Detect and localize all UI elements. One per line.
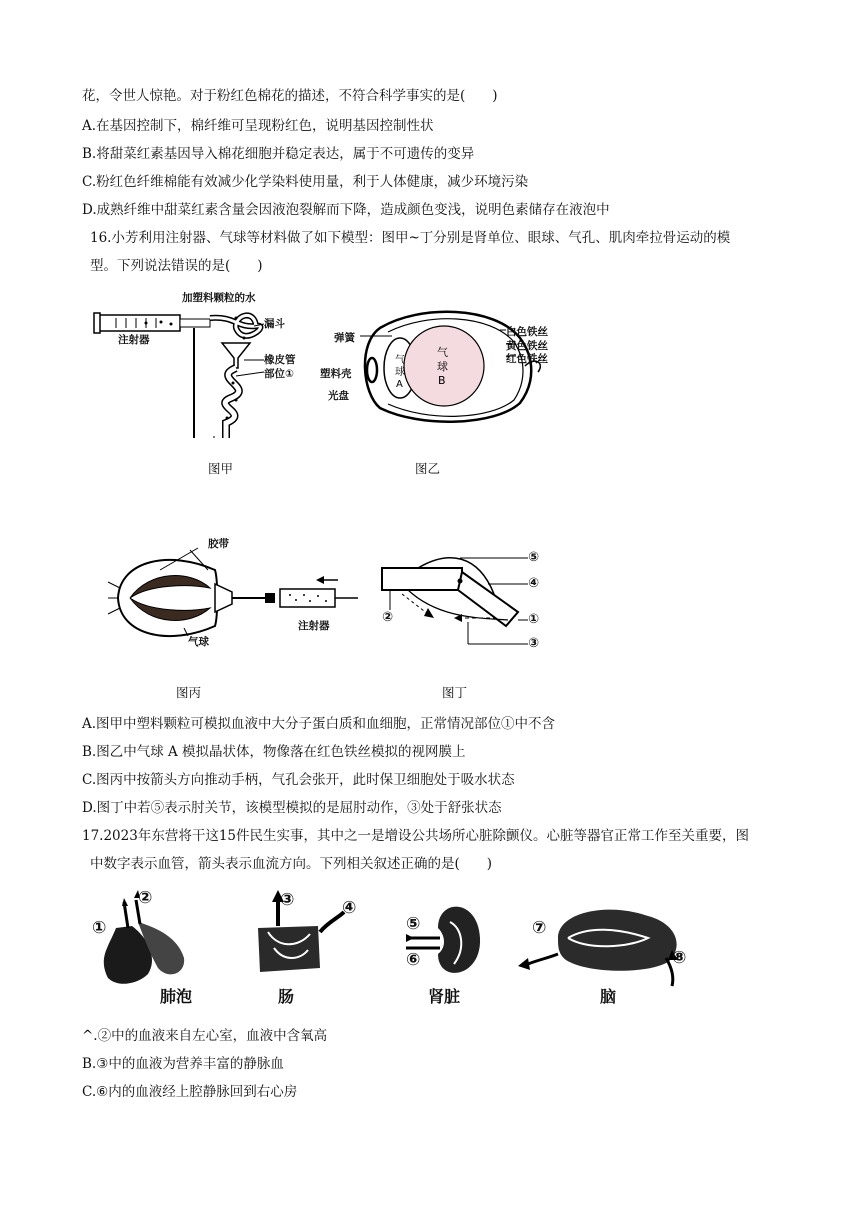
organ-label-brain: 脑 [600, 987, 617, 1006]
svg-text:球: 球 [437, 360, 448, 373]
caption-jia: 图甲 [208, 461, 234, 476]
q16-option-a[interactable]: A.图甲中塑料颗粒可模拟血液中大分子蛋白质和血细胞，正常情况部位①中不含 [82, 716, 556, 732]
vessel-label-7: ⑦ [532, 918, 547, 938]
vessel-label-4: ④ [342, 898, 357, 918]
svg-text:球: 球 [395, 367, 405, 378]
organ-figures [88, 888, 708, 1006]
q15-option-d[interactable]: D.成熟纤维中甜菜红素含量会因液泡裂解而下降，造成颜色变浅，说明色素储存在液泡中 [82, 202, 610, 218]
label-white-wire: 白色铁丝 [506, 326, 548, 338]
q17-option-a[interactable]: ^.②中的血液来自左心室，血液中含氧高 [82, 1028, 328, 1044]
intestine-drawing [258, 890, 344, 972]
q16-stem-line1: 16.小芳利用注射器、气球等材料做了如下模型：图甲~丁分别是肾单位、眼球、气孔、肌肉牵拉骨运动的模 [90, 230, 731, 246]
organ-label-alveoli: 肺泡 [160, 987, 193, 1006]
label-plastic-shell: 塑料壳 [320, 368, 352, 380]
q15-option-a[interactable]: A.在基因控制下，棉纤维可呈现粉红色，说明基因控制性状 [82, 118, 434, 134]
balloon-a-label-1: 气 [395, 355, 405, 366]
figure-bing-drawing [100, 540, 360, 650]
label-yellow-wire: 黄色铁丝 [506, 340, 548, 352]
vessel-label-1: ① [92, 918, 107, 938]
label-red-wire: 红色铁丝 [506, 353, 548, 365]
label-tape: 胶带 [208, 538, 229, 550]
label-plastic-water: 加塑料颗粒的水 [182, 292, 256, 304]
svg-text:A: A [396, 379, 403, 390]
label-funnel: 漏斗 [264, 318, 285, 330]
q17-stem-line2: 中数字表示血管，箭头表示血流方向。下列相关叙述正确的是( ) [90, 856, 493, 872]
figure-ding [378, 548, 558, 658]
vessel-label-6: ⑥ [406, 950, 421, 970]
q17-stem-line1: 17.2023年东营将干这15件民生实事，其中之一是增设公共场所心脏除颤仪。心脏等器官正常工作至关重要，图 [82, 828, 750, 844]
figure-yi [320, 308, 580, 428]
figure-jia [86, 288, 306, 438]
q17-option-c[interactable]: C.⑥内的血液经上腔静脉回到右心房 [82, 1084, 298, 1100]
label-1: ① [528, 612, 540, 627]
vessel-label-5: ⑤ [406, 914, 421, 934]
vessel-label-3: ③ [280, 890, 295, 910]
label-2: ② [382, 610, 394, 625]
q16-option-b[interactable]: B.图乙中气球 A 模拟晶状体，物像落在红色铁丝模拟的视网膜上 [82, 744, 466, 760]
figure-bing [100, 540, 360, 650]
caption-ding: 图丁 [442, 685, 468, 700]
label-syringe-bing: 注射器 [298, 620, 330, 632]
organ-label-intestine: 肠 [278, 987, 295, 1006]
svg-text:B: B [438, 374, 446, 387]
q16-option-d[interactable]: D.图丁中若⑤表示肘关节，该模型模拟的是屈肘动作，③处于舒张状态 [82, 800, 502, 816]
label-balloon: 气球 [188, 636, 209, 648]
label-5: ⑤ [528, 550, 540, 565]
q15-option-b[interactable]: B.将甜菜红素基因导入棉花细胞并稳定表达，属于不可遗传的变异 [82, 146, 475, 162]
label-4: ④ [528, 576, 540, 591]
vessel-label-8: ⑧ [672, 948, 687, 968]
vessel-label-2: ② [138, 888, 153, 908]
label-3: ③ [528, 636, 540, 651]
q17-option-b[interactable]: B.③中的血液为营养丰富的静脉血 [82, 1056, 284, 1072]
caption-yi: 图乙 [415, 461, 441, 476]
q15-stem: 花，令世人惊艳。对于粉红色棉花的描述，不符合科学事实的是( ) [82, 88, 498, 104]
label-disc: 光盘 [328, 390, 349, 402]
organ-label-kidney: 肾脏 [428, 987, 461, 1006]
q15-option-c[interactable]: C.粉红色纤维棉能有效减少化学染料使用量，利于人体健康，减少环境污染 [82, 174, 529, 190]
caption-bing: 图丙 [176, 685, 202, 700]
label-part-1: 部位① [264, 368, 294, 380]
label-rubber-tube: 橡皮管 [264, 354, 296, 366]
svg-text:气: 气 [437, 346, 448, 359]
q16-stem-line2: 型。下列说法错误的是( ) [90, 258, 263, 274]
q16-option-c[interactable]: C.图丙中按箭头方向推动手柄，气孔会张开，此时保卫细胞处于吸水状态 [82, 772, 515, 788]
label-spring: 弹簧 [334, 332, 355, 344]
label-syringe: 注射器 [118, 334, 150, 346]
